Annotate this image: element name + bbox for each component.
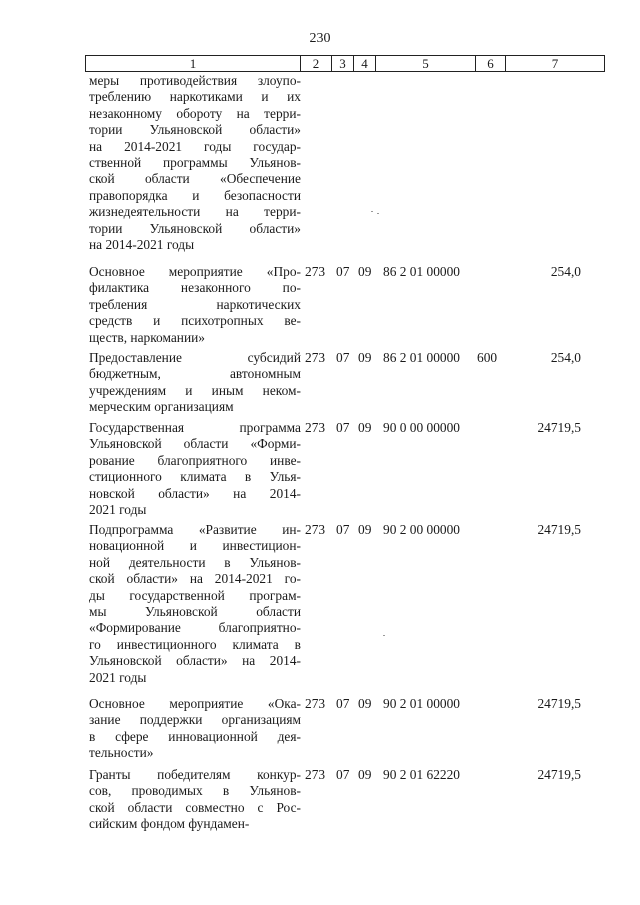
cell-col-5: 90 2 01 00000 bbox=[383, 696, 460, 711]
page-number: 230 bbox=[309, 31, 331, 46]
column-header-6: 6 bbox=[476, 56, 506, 71]
description-line: 2021 годы bbox=[89, 501, 147, 517]
description-line: жизнедеятельности на терри- bbox=[89, 204, 301, 220]
description-line: го инвестиционного климата в bbox=[89, 636, 301, 652]
cell-col-3: 07 bbox=[336, 767, 350, 782]
cell-col-2: 273 bbox=[305, 767, 326, 782]
description-line: в сфере инновационной дея- bbox=[89, 728, 301, 744]
description-line: новской области» на 2014- bbox=[89, 485, 301, 501]
cell-col-7: 24719,5 bbox=[537, 420, 581, 435]
column-header-2: 2 bbox=[301, 56, 332, 71]
cell-col-2: 273 bbox=[305, 264, 326, 279]
cell-col-4: 09 bbox=[358, 264, 372, 279]
column-header-3: 3 bbox=[332, 56, 354, 71]
cell-col-4: 09 bbox=[358, 696, 372, 711]
row-description bbox=[89, 350, 301, 416]
description-line: незаконному обороту на терри- bbox=[89, 105, 301, 121]
row-description bbox=[89, 264, 301, 346]
description-line: сов, проводимых в Ульянов- bbox=[89, 783, 301, 799]
description-line: тельности» bbox=[89, 745, 154, 761]
cell-col-2: 273 bbox=[305, 522, 326, 537]
cell-col-5: 90 2 00 00000 bbox=[383, 522, 460, 537]
description-line: стиционного климата в Улья- bbox=[89, 469, 301, 485]
cell-col-2: 273 bbox=[305, 350, 326, 365]
row-description bbox=[89, 73, 301, 253]
cell-col-4: 09 bbox=[358, 767, 372, 782]
description-line: Основное мероприятие «Про- bbox=[89, 264, 301, 279]
description-line: ной деятельности в Ульянов- bbox=[89, 554, 301, 570]
cell-col-5: 90 0 00 00000 bbox=[383, 420, 460, 435]
cell-col-4: 09 bbox=[358, 350, 372, 365]
description-line: средств и психотропных ве- bbox=[89, 313, 301, 329]
description-line: требления наркотических bbox=[89, 296, 301, 312]
column-header-1: 1 bbox=[86, 56, 301, 71]
scan-speck bbox=[383, 635, 385, 636]
cell-col-7: 254,0 bbox=[550, 350, 581, 365]
description-line: Ульяновской области «Форми- bbox=[89, 436, 301, 452]
description-line: «Формирование благоприятно- bbox=[89, 620, 301, 636]
table-header bbox=[85, 55, 605, 72]
cell-col-3: 07 bbox=[336, 696, 350, 711]
cell-col-4: 09 bbox=[358, 420, 372, 435]
cell-col-7: 24719,5 bbox=[537, 767, 581, 782]
column-header-5: 5 bbox=[376, 56, 476, 71]
cell-col-2: 273 bbox=[305, 696, 326, 711]
row-description bbox=[89, 696, 301, 762]
description-line: Предоставление субсидий bbox=[89, 350, 301, 365]
description-line: Основное мероприятие «Ока- bbox=[89, 696, 301, 711]
description-line: правопорядка и безопасности bbox=[89, 187, 301, 203]
cell-col-4: 09 bbox=[358, 522, 372, 537]
description-line: треблению наркотиками и их bbox=[89, 89, 301, 105]
cell-col-7: 24719,5 bbox=[537, 696, 581, 711]
description-line: зание поддержки организациям bbox=[89, 712, 301, 728]
column-header-4: 4 bbox=[354, 56, 376, 71]
cell-col-5: 86 2 01 00000 bbox=[383, 264, 460, 279]
description-line: Подпрограмма «Развитие ин- bbox=[89, 522, 301, 537]
scan-speck bbox=[377, 213, 379, 214]
column-header-7: 7 bbox=[551, 56, 559, 71]
description-line: ской области «Обеспечение bbox=[89, 171, 301, 187]
description-line: меры противодействия злоупо- bbox=[89, 73, 301, 88]
cell-col-3: 07 bbox=[336, 350, 350, 365]
description-line: рование благоприятного инве- bbox=[89, 452, 301, 468]
cell-col-3: 07 bbox=[336, 522, 350, 537]
cell-col-6: 600 bbox=[477, 350, 498, 365]
description-line: ственной программы Ульянов- bbox=[89, 154, 301, 170]
cell-col-2: 273 bbox=[305, 420, 326, 435]
description-line: тории Ульяновской области» bbox=[89, 122, 301, 138]
cell-col-5: 86 2 01 00000 bbox=[383, 350, 460, 365]
row-description bbox=[89, 522, 301, 686]
cell-col-3: 07 bbox=[336, 264, 350, 279]
description-line: 2021 годы bbox=[89, 669, 147, 685]
description-line: ской области совместно с Рос- bbox=[89, 799, 301, 815]
description-line: на 2014-2021 годы государ- bbox=[89, 138, 301, 154]
description-line: ществ, наркомании» bbox=[89, 329, 205, 345]
description-line: мерческим организациям bbox=[89, 399, 234, 415]
scan-speck bbox=[371, 211, 373, 212]
description-line: бюджетным, автономным bbox=[89, 366, 301, 382]
description-line: учреждениям и иным неком- bbox=[89, 382, 301, 398]
description-line: на 2014-2021 годы bbox=[89, 236, 195, 252]
description-line: новационной и инвестицион- bbox=[89, 538, 301, 554]
description-line: ской области» на 2014-2021 го- bbox=[89, 571, 301, 587]
description-line: филактика незаконного по- bbox=[89, 280, 301, 296]
description-line: ды государственной програм- bbox=[89, 587, 301, 603]
row-description bbox=[89, 420, 301, 518]
description-line: мы Ульяновской области bbox=[89, 603, 301, 619]
description-line: Гранты победителям конкур- bbox=[89, 767, 301, 782]
cell-col-3: 07 bbox=[336, 420, 350, 435]
description-line: Государственная программа bbox=[89, 420, 301, 435]
description-line: тории Ульяновской области» bbox=[89, 220, 301, 236]
description-line: сийским фондом фундамен- bbox=[89, 816, 250, 832]
cell-col-7: 24719,5 bbox=[537, 522, 581, 537]
row-description bbox=[89, 767, 301, 833]
cell-col-5: 90 2 01 62220 bbox=[383, 767, 460, 782]
description-line: Ульяновской области» на 2014- bbox=[89, 653, 301, 669]
cell-col-7: 254,0 bbox=[550, 264, 581, 279]
